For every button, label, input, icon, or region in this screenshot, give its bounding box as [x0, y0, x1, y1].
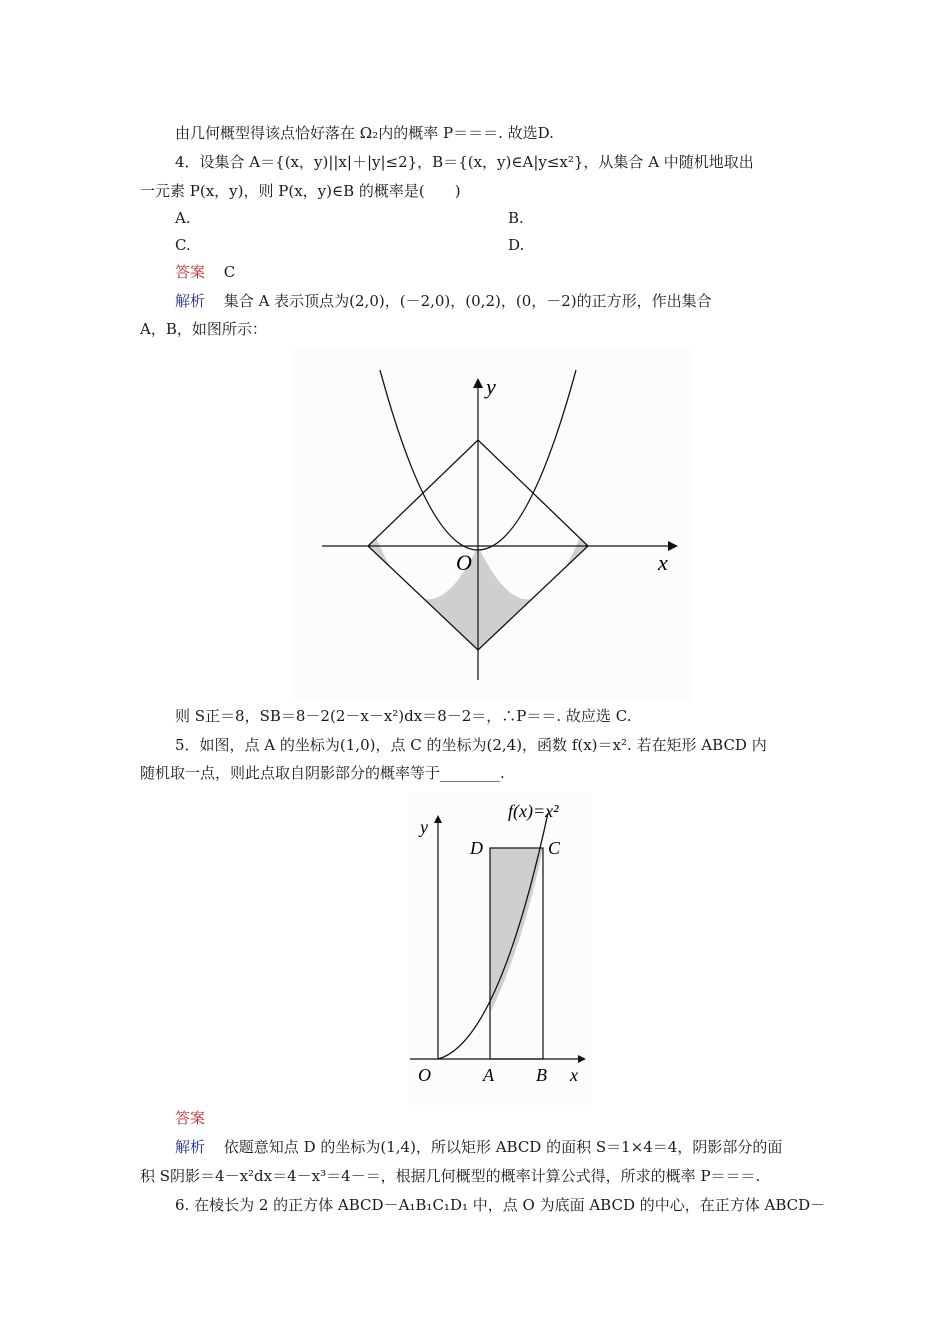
option-d: D. [508, 236, 525, 254]
explanation-text: 依题意知点 D 的坐标为(1,4)，所以矩形 ABCD 的面积 S＝1×4＝4，阴影部分的面 [223, 1138, 783, 1156]
answer-4 [175, 262, 235, 282]
option-b: B. [508, 209, 524, 227]
x-axis-label: x [570, 1065, 578, 1085]
y-axis-label: y [420, 817, 428, 837]
shaded-region [490, 848, 543, 1013]
point-b-label: B [536, 1065, 547, 1085]
question-4-line-1: 4．设集合 A＝{(x，y)||x|＋|y|≤2}，B＝{(x，y)∈A|y≤x²}，从集合 A 中随机地取出 [175, 153, 754, 171]
origin-label: O [418, 1065, 431, 1085]
figure-1-svg [290, 350, 692, 702]
explanation-4 [175, 291, 712, 311]
answer-label: 答案 [175, 263, 206, 281]
figure-square-parabola [290, 350, 692, 702]
x-axis-arrow [578, 1055, 586, 1063]
explanation-4-line-2: A，B，如图所示： [140, 320, 267, 338]
question-5-line-2: 随机取一点，则此点取自阴影部分的概率等于________. [140, 764, 505, 782]
explanation-5-line-2: 积 S阴影＝4－x²dx＝4－x³＝4－＝，根据几何概型的概率计算公式得，所求的概率 P＝＝＝. [140, 1167, 761, 1185]
answer-label: 答案 [175, 1109, 206, 1127]
x-axis-arrow [668, 541, 678, 551]
point-a-label: A [483, 1065, 494, 1085]
option-a: A. [175, 209, 191, 227]
function-label: f(x)=x² [508, 801, 559, 821]
explanation-text: 集合 A 表示顶点为(2,0)，(－2,0)，(0,2)，(0，－2)的正方形，作出集合 [223, 292, 712, 310]
y-axis-label: y [486, 374, 496, 399]
y-axis-arrow [473, 378, 483, 388]
point-c-label: C [548, 838, 561, 858]
question-4-line-2: 一元素 P(x，y)，则 P(x，y)∈B 的概率是( ) [140, 182, 461, 200]
question-6-line-1: 6. 在棱长为 2 的正方体 ABCD－A₁B₁C₁D₁ 中，点 O 为底面 ABCD 的中心，在正方体 ABCD－ [175, 1196, 826, 1214]
explanation-label: 解析 [175, 292, 206, 310]
x-axis-label: x [658, 550, 668, 575]
answer-5 [175, 1108, 205, 1128]
explanation-5 [175, 1137, 782, 1157]
y-axis-arrow [434, 815, 442, 823]
figure-2-svg [408, 793, 592, 1105]
answer-value: C [223, 263, 236, 281]
option-c: C. [175, 236, 191, 254]
point-d-label: D [470, 838, 483, 858]
line-1: 由几何概型得该点恰好落在 Ω₂内的概率 P＝＝＝. 故选D. [175, 124, 554, 142]
figure-rectangle-parabola [408, 793, 592, 1105]
line-s: 则 S正＝8，SB＝8－2(2－x－x²)dx＝8－2＝，∴P＝＝. 故应选 C. [175, 707, 632, 725]
origin-label: O [456, 550, 472, 575]
question-5-line-1: 5．如图，点 A 的坐标为(1,0)，点 C 的坐标为(2,4)，函数 f(x)＝x². 若在矩形 ABCD 内 [175, 736, 767, 754]
explanation-label: 解析 [175, 1138, 206, 1156]
